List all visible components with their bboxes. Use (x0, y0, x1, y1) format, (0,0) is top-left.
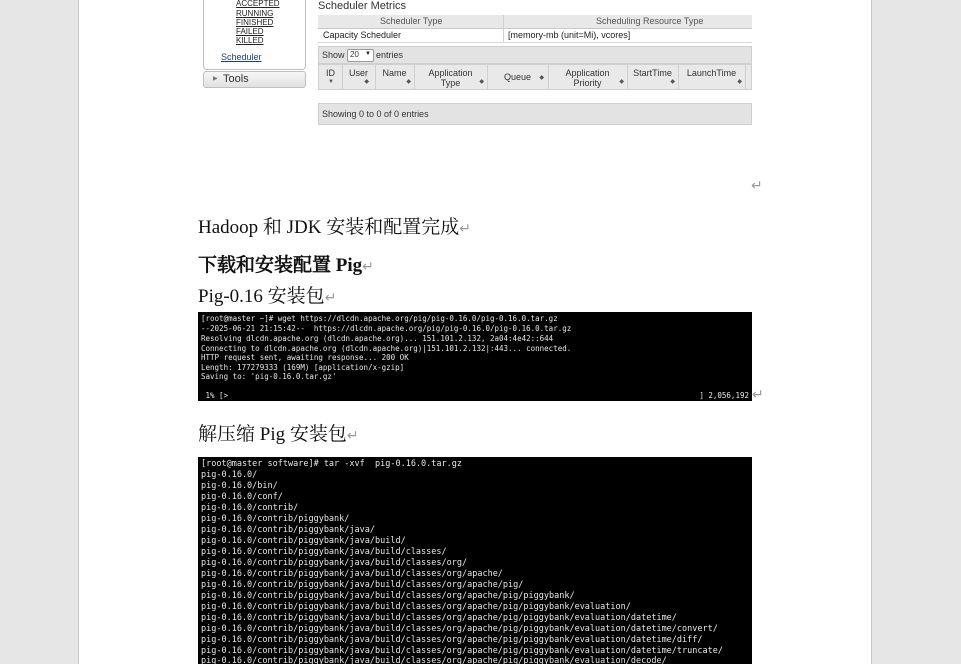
terminal-wget-screenshot (198, 312, 752, 401)
sort-icon: ◆ (406, 79, 411, 85)
column-id[interactable]: ID ▼ (319, 65, 343, 89)
sort-icon: ◆ (364, 79, 369, 85)
terminal-progress-left: 1% [> (201, 391, 229, 400)
paragraph-extract-pig (198, 419, 359, 446)
paragraph-text: Hadoop 和 JDK 安装和配置完成 (198, 217, 460, 238)
column-application-priority[interactable]: Application Priority ◆ (548, 65, 628, 89)
column-launchtime[interactable]: LaunchTime ◆ (678, 65, 746, 89)
column-queue[interactable]: Queue ◆ (487, 65, 549, 89)
terminal-line: pig-0.16.0/contrib/piggybank/java/build/classes/org/apache/pig/piggybank/evaluation/datetime/diff/ (201, 635, 703, 645)
column-starttime[interactable]: StartTime ◆ (627, 65, 679, 89)
terminal-line: pig-0.16.0/contrib/ (201, 503, 299, 513)
sidebar-link-failed[interactable]: FAILED (236, 27, 264, 36)
terminal-line: pig-0.16.0/ (201, 470, 258, 480)
paragraph-hadoop-done (198, 212, 471, 239)
terminal-tar-screenshot (198, 457, 752, 664)
terminal-line: pig-0.16.0/contrib/piggybank/java/build/classes/org/apache/pig/piggybank/ (201, 591, 575, 601)
terminal-line: pig-0.16.0/contrib/piggybank/java/build/classes/org/apache/ (201, 569, 503, 579)
metrics-value-resource: [memory-mb (unit=Mi), vcores] (508, 30, 631, 40)
sort-icon: ◆ (670, 79, 675, 85)
sort-icon: ◆ (737, 79, 742, 85)
yarn-sidebar (203, 0, 306, 70)
paragraph-mark: ↵ (751, 178, 763, 194)
show-prefix: Show (322, 50, 345, 60)
sidebar-link-killed[interactable]: KILLED (236, 36, 264, 45)
show-suffix: entries (376, 50, 404, 60)
terminal-line: Connecting to dlcdn.apache.org (dlcdn.apache.org)|151.101.2.132|:443... connected. (201, 344, 572, 353)
chevron-down-icon: ▼ (365, 51, 371, 57)
terminal-line: --2025-06-21 21:15:42-- https://dlcdn.apache.org/pig/pig-0.16.0/pig-0.16.0.tar.gz (201, 324, 572, 333)
terminal-line: pig-0.16.0/contrib/piggybank/ (201, 514, 350, 524)
terminal-line: [root@master ~]# wget https://dlcdn.apache.org/pig/pig-0.16.0/pig-0.16.0.tar.gz (201, 314, 558, 323)
table-footer (318, 103, 752, 125)
paragraph-mark: ↵ (346, 428, 359, 444)
sidebar-link-accepted[interactable]: ACCEPTED (236, 0, 280, 8)
terminal-line: pig-0.16.0/contrib/piggybank/java/build/ (201, 536, 406, 546)
paragraph-pig-package (198, 281, 336, 308)
metrics-header-type: Scheduler Type (380, 16, 443, 26)
column-name[interactable]: Name ◆ (375, 65, 415, 89)
column-application-type[interactable]: Application Type ◆ (414, 65, 488, 89)
sidebar-link-finished[interactable]: FINISHED (236, 18, 274, 27)
expand-triangle-icon: ▶ (213, 76, 218, 82)
terminal-line: [root@master software]# tar -xvf pig-0.16.0.tar.gz (201, 459, 462, 469)
heading-text: 下载和安装配置 Pig (198, 255, 363, 276)
heading-download-pig (198, 250, 374, 277)
metrics-divider (503, 15, 504, 42)
terminal-line: Length: 177279333 (169M) [application/x-gzip] (201, 363, 405, 372)
terminal-line: pig-0.16.0/contrib/piggybank/java/build/classes/org/apache/pig/piggybank/evaluation/decode/ (201, 656, 667, 664)
tools-section[interactable] (203, 71, 306, 88)
metrics-header-resource: Scheduling Resource Type (596, 16, 704, 26)
terminal-line: Resolving dlcdn.apache.org (dlcdn.apache.org)... 151.101.2.132, 2a04:4e42::644 (201, 334, 554, 343)
empty-table-body (318, 90, 752, 103)
metrics-header-row (318, 15, 752, 29)
terminal-line: Saving to: 'pig-0.16.0.tar.gz' (201, 372, 337, 381)
terminal-line: pig-0.16.0/contrib/piggybank/java/build/classes/ (201, 547, 447, 557)
terminal-line: pig-0.16.0/contrib/piggybank/java/build/classes/org/apache/pig/piggybank/evaluation/ (201, 602, 631, 612)
terminal-line: pig-0.16.0/contrib/piggybank/java/ (201, 525, 375, 535)
tools-label: Tools (223, 73, 249, 85)
paragraph-text: Pig-0.16 安装包 (198, 286, 325, 307)
terminal-line: pig-0.16.0/contrib/piggybank/java/build/classes/org/apache/pig/piggybank/evaluation/datetime/truncate/ (201, 646, 723, 656)
terminal-progress-right: ] 2,056,192 (699, 391, 749, 400)
paragraph-mark: ↵ (459, 221, 471, 237)
apps-table-header (318, 64, 752, 90)
column-user[interactable]: User ◆ (342, 65, 376, 89)
metrics-value-row (318, 29, 752, 43)
terminal-line: pig-0.16.0/bin/ (201, 481, 278, 491)
sort-icon: ▼ (328, 79, 334, 85)
terminal-line: HTTP request sent, awaiting response... 200 OK (201, 353, 409, 362)
scheduler-link[interactable]: Scheduler (221, 52, 262, 62)
yarn-ui-screenshot (198, 0, 752, 128)
paragraph-mark: ↵ (324, 290, 337, 306)
terminal-line: pig-0.16.0/contrib/piggybank/java/build/classes/org/apache/pig/ (201, 580, 524, 590)
terminal-line: pig-0.16.0/conf/ (201, 492, 283, 502)
metrics-value-type: Capacity Scheduler (323, 30, 402, 40)
terminal-line: pig-0.16.0/contrib/piggybank/java/build/classes/org/apache/pig/piggybank/evaluation/datetime/convert/ (201, 624, 718, 634)
paragraph-mark: ↵ (362, 259, 374, 275)
entries-select-value: 20 (350, 50, 359, 59)
scheduler-metrics-title: Scheduler Metrics (318, 0, 407, 12)
paragraph-mark: ↵ (752, 387, 764, 403)
terminal-line: pig-0.16.0/contrib/piggybank/java/build/classes/org/apache/pig/piggybank/evaluation/datetime/ (201, 613, 677, 623)
sort-icon: ◆ (619, 79, 624, 85)
show-entries-bar (318, 46, 752, 64)
paragraph-text: 解压缩 Pig 安装包 (198, 424, 347, 445)
entries-select[interactable] (347, 49, 374, 62)
sort-icon: ◆ (479, 79, 484, 85)
sort-icon: ◆ (539, 75, 544, 81)
terminal-line: pig-0.16.0/contrib/piggybank/java/build/classes/org/ (201, 558, 468, 568)
entries-info: Showing 0 to 0 of 0 entries (322, 109, 429, 119)
sidebar-link-running[interactable]: RUNNING (236, 9, 274, 18)
